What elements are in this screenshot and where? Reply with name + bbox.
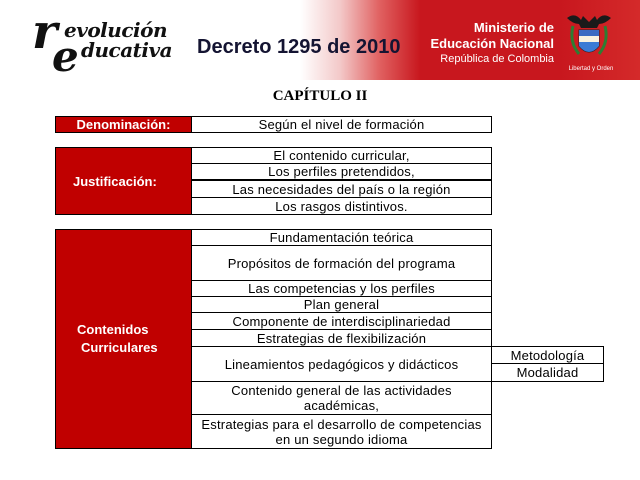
denominacion-label-text: Denominación: — [76, 117, 171, 132]
contenidos-item: Lineamientos pedagógicos y didácticos — [191, 346, 492, 382]
ministry-name — [430, 20, 554, 66]
contenido-sub-item: Modalidad — [491, 363, 604, 382]
justificacion-label — [55, 147, 192, 215]
ministry-line1: Ministerio de — [473, 20, 554, 35]
motto: Libertad y Orden — [568, 66, 614, 72]
logo-word-evolucion: evolución — [64, 18, 167, 42]
contenidos-item: Estrategias de flexibilización — [191, 329, 492, 347]
contenido-sub-item: Metodología — [491, 346, 604, 364]
logo-letter-r: r — [32, 4, 58, 60]
contenidos-label — [55, 229, 192, 449]
contenidos-label-line2: Curriculares — [81, 340, 158, 355]
chapter-title: CAPÍTULO II — [272, 88, 368, 104]
colombia-coat-of-arms-icon — [561, 8, 617, 64]
contenidos-item: Plan general — [191, 296, 492, 313]
ministry-line3: República de Colombia — [440, 53, 554, 65]
justificacion-label-text: Justificación: — [73, 173, 157, 189]
justificacion-item: Las necesidades del país o la región — [191, 180, 492, 198]
decree-title: Decreto 1295 de 2010 — [197, 36, 401, 58]
justificacion-item: Los perfiles pretendidos, — [191, 163, 492, 180]
denominacion-value: Según el nivel de formación — [191, 116, 492, 133]
justificacion-item: Los rasgos distintivos. — [191, 197, 492, 215]
justificacion-item: El contenido curricular, — [191, 147, 492, 164]
revolucion-educativa-logo — [32, 4, 173, 81]
header-banner — [0, 0, 640, 80]
contenidos-item: Componente de interdisciplinariedad — [191, 312, 492, 330]
contenidos-item: Las competencias y los perfiles — [191, 280, 492, 297]
contenidos-item: Fundamentación teórica — [191, 229, 492, 246]
logo-letter-e: e — [52, 32, 79, 81]
contenidos-item: Propósitos de formación del programa — [191, 245, 492, 281]
denominacion-label — [55, 116, 192, 133]
contenidos-item: Estrategias para el desarrollo de competencias en un segundo idioma — [191, 414, 492, 449]
contenidos-label-line1: Contenidos — [77, 322, 149, 337]
contenidos-item: Contenido general de las actividades académicas, — [191, 381, 492, 415]
ministry-line2: Educación Nacional — [430, 36, 554, 51]
logo-word-educativa: ducativa — [81, 38, 173, 62]
